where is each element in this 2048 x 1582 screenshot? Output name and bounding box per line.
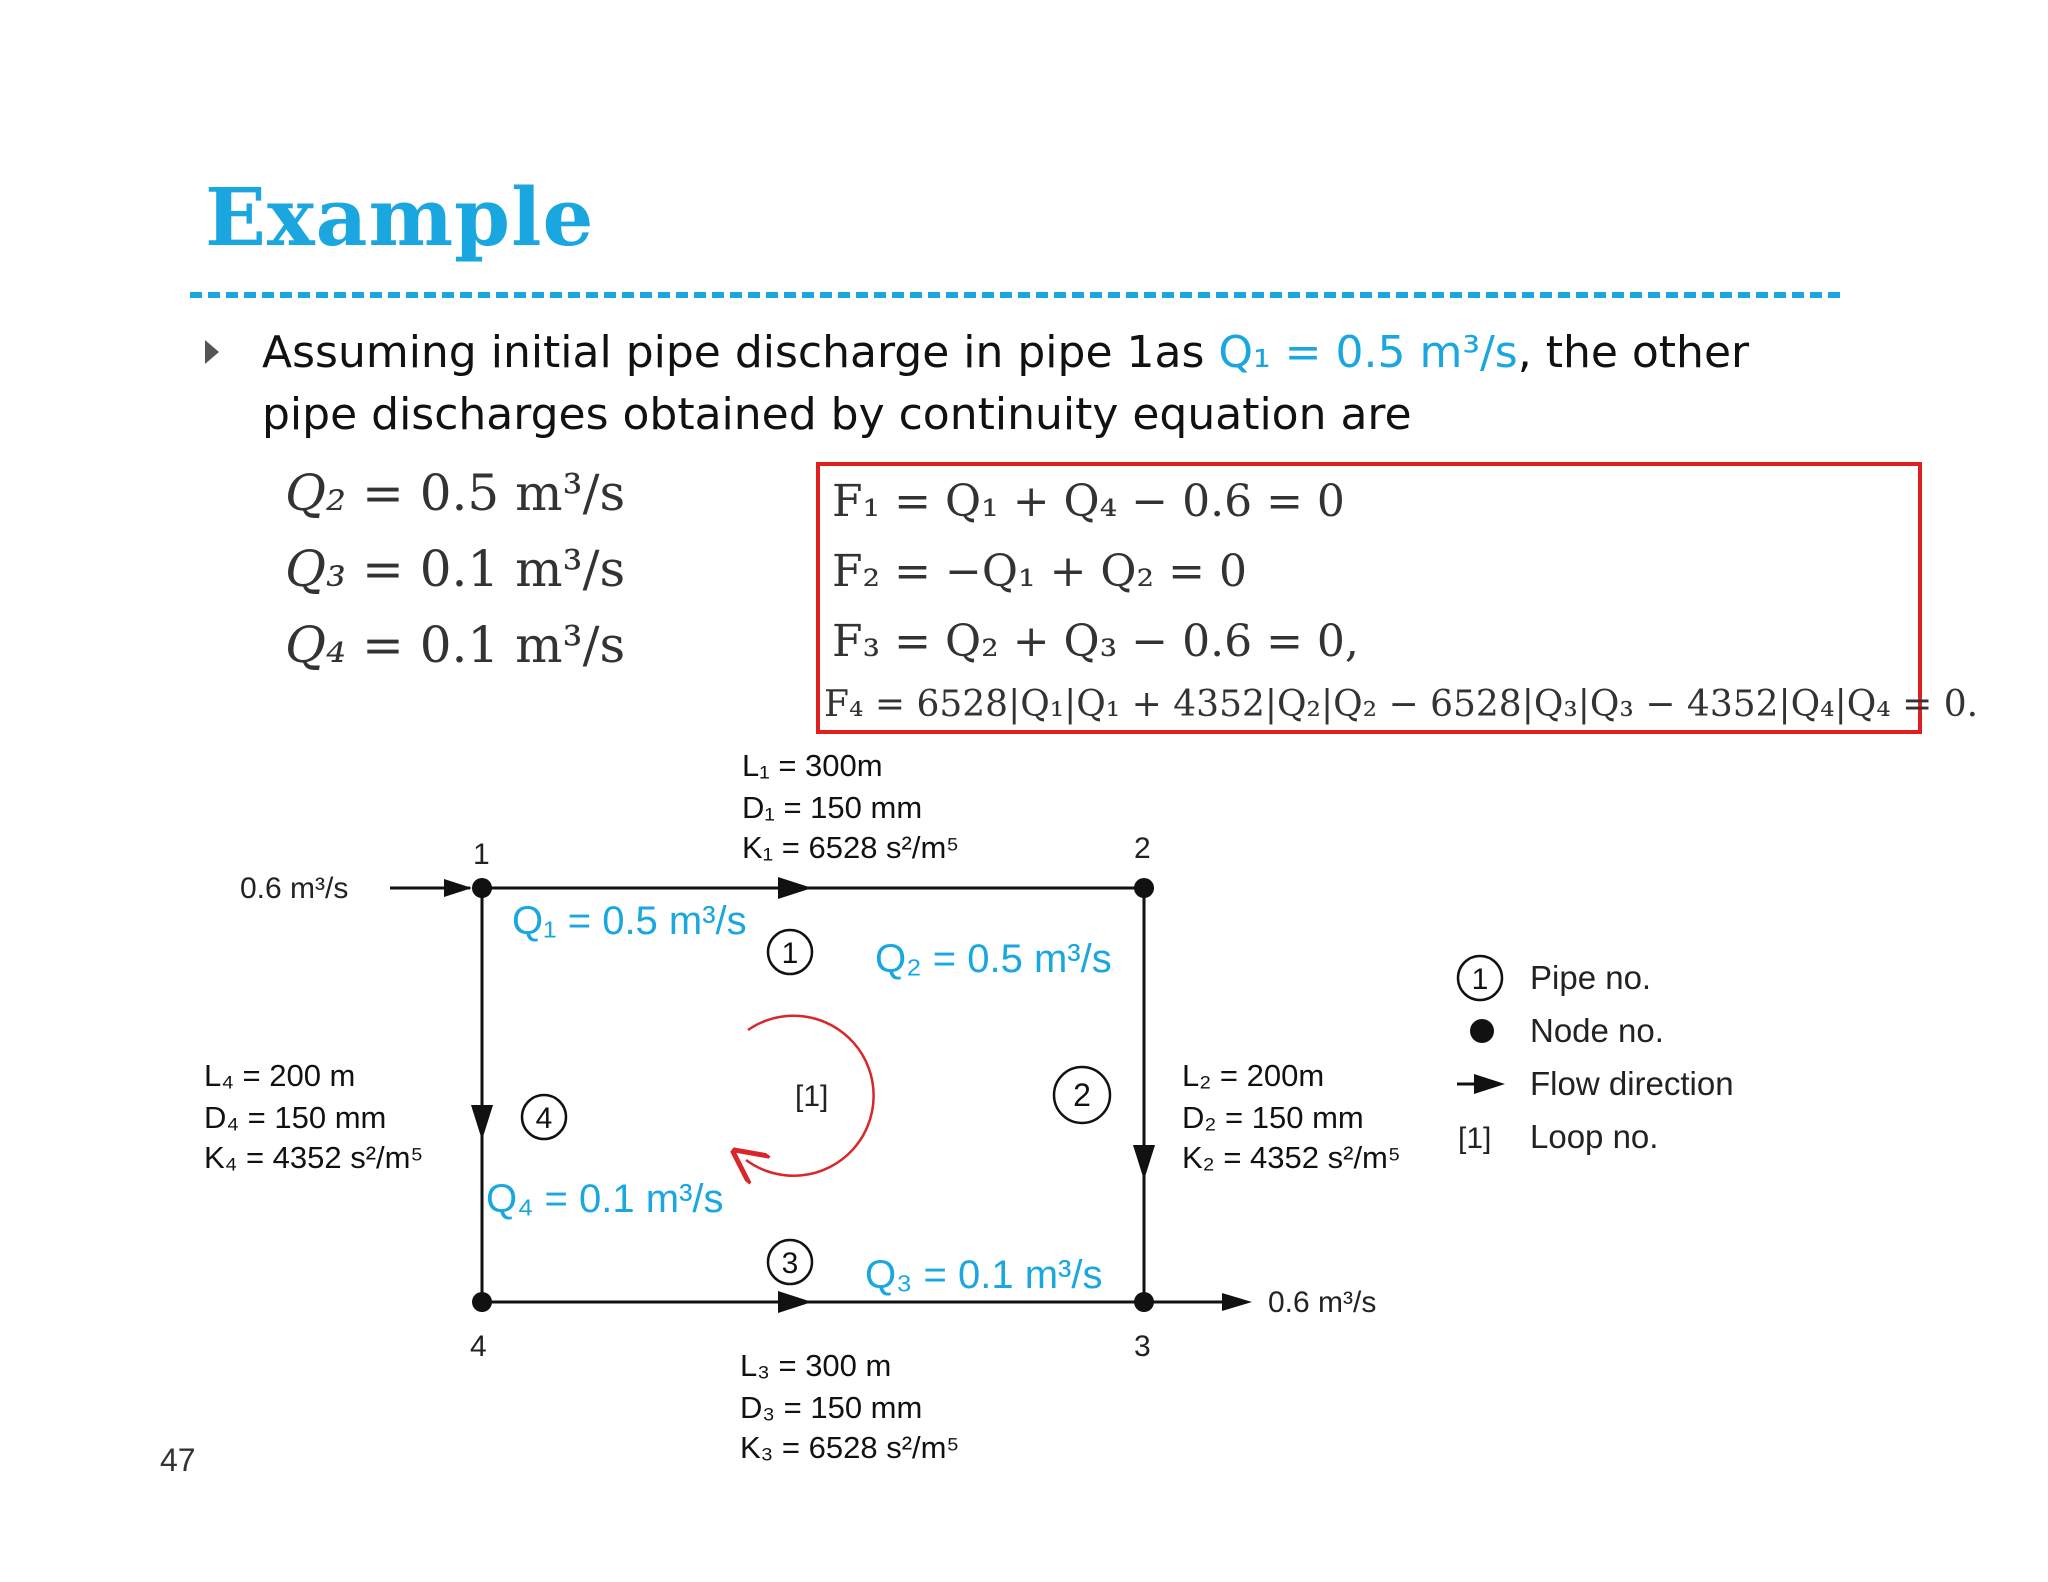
pipe-2-properties xyxy=(1182,1058,1401,1175)
pipe-1-flow-arrow-icon xyxy=(778,877,812,899)
pipe-2-diameter: D₂ = 150 mm xyxy=(1182,1100,1364,1135)
legend-loop-label: Loop no. xyxy=(1530,1118,1659,1155)
node-1-dot xyxy=(472,878,492,898)
pipe-2-k: K₂ = 4352 s²/m⁵ xyxy=(1182,1140,1401,1175)
node-2-label: 2 xyxy=(1134,832,1151,865)
flow-label-q1: Q₁ = 0.5 m³/s xyxy=(512,899,747,943)
pipe-1-diameter: D₁ = 150 mm xyxy=(742,790,923,825)
pipe-no-1: 1 xyxy=(781,937,799,970)
pipe-4-flow-arrow-icon xyxy=(471,1105,493,1140)
pipe-4-length: L₄ = 200 m xyxy=(204,1058,356,1093)
legend-flow-arrow-icon xyxy=(1474,1074,1505,1094)
discharge-q4: Q₄ = 0.1 m³/s xyxy=(285,616,626,674)
pipe-3-k: K₃ = 6528 s²/m⁵ xyxy=(740,1430,960,1465)
node-1-label: 1 xyxy=(473,838,490,871)
equation-f4: F₄ = 6528|Q₁|Q₁ + 4352|Q₂|Q₂ − 6528|Q₃|Q₃ − 4352|Q₄|Q₄ = 0. xyxy=(824,684,1979,725)
flow-label-q2: Q₂ = 0.5 m³/s xyxy=(875,937,1112,981)
node-4-label: 4 xyxy=(470,1330,487,1363)
pipe-4-k: K₄ = 4352 s²/m⁵ xyxy=(204,1140,424,1175)
pipe-no-4: 4 xyxy=(535,1102,553,1135)
pipe-1-k: K₁ = 6528 s²/m⁵ xyxy=(742,830,960,865)
node-3-label: 3 xyxy=(1134,1330,1151,1363)
pipe-no-2: 2 xyxy=(1073,1077,1091,1113)
intro-highlight: Q₁ = 0.5 m³/s xyxy=(1218,327,1518,378)
legend-pipe-label: Pipe no. xyxy=(1530,959,1652,996)
legend xyxy=(1457,956,1734,1155)
intro-text-1: Assuming initial pipe discharge in pipe 1as xyxy=(262,327,1219,378)
legend-loop-symbol: [1] xyxy=(1458,1122,1492,1155)
pipe-4-properties xyxy=(204,1058,423,1175)
pipe-3-properties xyxy=(740,1348,959,1465)
flow-label-q3: Q₃ = 0.1 m³/s xyxy=(865,1253,1103,1297)
pipe-no-3: 3 xyxy=(781,1247,799,1280)
equation-f3: F₃ = Q₂ + Q₃ − 0.6 = 0, xyxy=(832,616,1359,667)
pipe-2-length: L₂ = 200m xyxy=(1182,1058,1325,1093)
pipe-1-length: L₁ = 300m xyxy=(742,748,883,783)
pipe-3-diameter: D₃ = 150 mm xyxy=(740,1390,923,1425)
node-3-dot xyxy=(1134,1292,1154,1312)
discharge-q3: Q₃ = 0.1 m³/s xyxy=(285,540,626,598)
node-2-dot xyxy=(1134,878,1154,898)
equation-f1: F₁ = Q₁ + Q₄ − 0.6 = 0 xyxy=(832,476,1345,527)
pipe-3-flow-arrow-icon xyxy=(778,1291,812,1313)
legend-node-label: Node no. xyxy=(1530,1012,1664,1049)
pipe-3-length: L₃ = 300 m xyxy=(740,1348,892,1383)
pipe-2-flow-arrow-icon xyxy=(1133,1145,1155,1180)
page-number: 47 xyxy=(160,1442,196,1478)
pipe-1-properties xyxy=(742,748,959,865)
intro-text-2: , the other pipe discharges obtained by continuity equation are xyxy=(262,327,1750,440)
discharge-q2: Q₂ = 0.5 m³/s xyxy=(285,464,626,522)
pipe-4-diameter: D₄ = 150 mm xyxy=(204,1100,387,1135)
loop-label: [1] xyxy=(795,1080,829,1113)
inflow-arrow-icon xyxy=(444,879,472,897)
legend-pipe-symbol: 1 xyxy=(1471,963,1489,996)
inflow-label: 0.6 m³/s xyxy=(240,872,349,905)
equation-f2: F₂ = −Q₁ + Q₂ = 0 xyxy=(832,546,1247,597)
node-4-dot xyxy=(472,1292,492,1312)
outflow-arrow-icon xyxy=(1222,1293,1252,1311)
flow-label-q4: Q₄ = 0.1 m³/s xyxy=(486,1177,724,1221)
outflow-label: 0.6 m³/s xyxy=(1268,1286,1377,1319)
legend-flow-label: Flow direction xyxy=(1530,1065,1734,1102)
legend-node-dot-icon xyxy=(1470,1019,1494,1043)
slide-title: Example xyxy=(205,170,595,264)
